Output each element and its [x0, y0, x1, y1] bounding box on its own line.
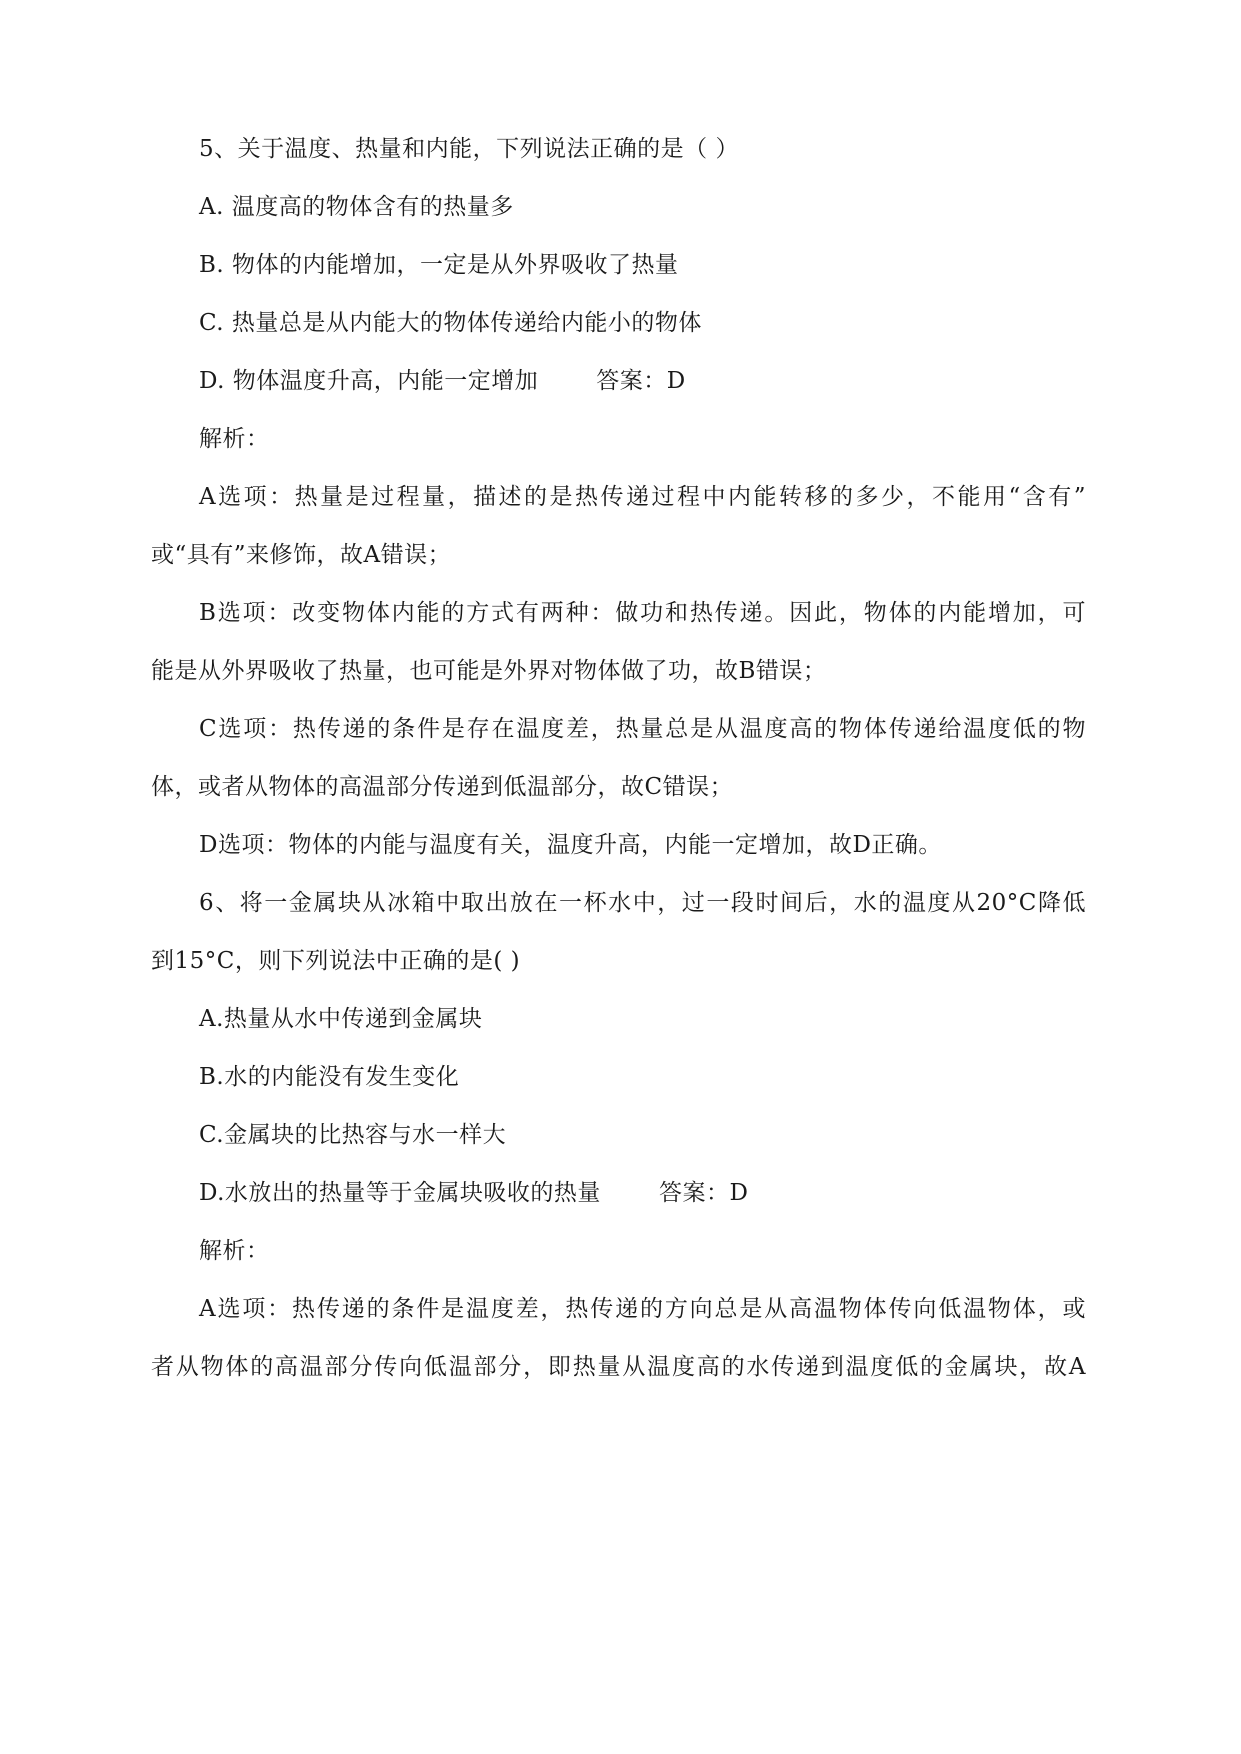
q5-option-d-row: [199, 366, 686, 396]
q5-analysis-a-line1: A选项：热量是过程量，描述的是热传递过程中内能转移的多少，不能用“含有”: [199, 484, 1086, 510]
q6-option-d: D.水放出的热量等于金属块吸收的热量: [199, 1180, 601, 1206]
q6-analysis-a-line2: 者从物体的高温部分传向低温部分，即热量从温度高的水传递到温度低的金属块，故A: [151, 1354, 1086, 1380]
q6-analysis-title: 解析：: [199, 1238, 270, 1264]
q6-stem-line2: 到15°C，则下列说法中正确的是( ): [151, 948, 521, 974]
q6-option-d-row: [199, 1178, 748, 1208]
q5-option-d: D. 物体温度升高，内能一定增加: [199, 368, 539, 394]
q6-option-c: C.金属块的比热容与水一样大: [199, 1122, 507, 1148]
q6-analysis-a-line1: A选项：热传递的条件是温度差，热传递的方向总是从高温物体传向低温物体，或: [199, 1296, 1086, 1322]
q5-option-b: B. 物体的内能增加，一定是从外界吸收了热量: [199, 252, 679, 278]
q5-analysis-c-line2: 体，或者从物体的高温部分传递到低温部分，故C错误；: [151, 774, 734, 800]
q5-analysis-title: 解析：: [199, 426, 270, 452]
q5-analysis-b-line2: 能是从外界吸收了热量，也可能是外界对物体做了功，故B错误；: [151, 658, 827, 684]
q5-option-c: C. 热量总是从内能大的物体传递给内能小的物体: [199, 310, 702, 336]
q5-analysis-c-line1: C选项：热传递的条件是存在温度差，热量总是从温度高的物体传递给温度低的物: [199, 716, 1086, 742]
q6-answer: 答案：D: [658, 1180, 749, 1206]
q6-option-b: B.水的内能没有发生变化: [199, 1064, 460, 1090]
q5-stem: 5、关于温度、热量和内能，下列说法正确的是（ ）: [199, 136, 739, 162]
q5-analysis-b-line1: B选项：改变物体内能的方式有两种：做功和热传递。因此，物体的内能增加，可: [199, 600, 1086, 626]
q5-answer: 答案：D: [596, 368, 686, 394]
q6-stem-line1: 6、将一金属块从冰箱中取出放在一杯水中，过一段时间后，水的温度从20°C降低: [199, 890, 1086, 916]
q5-option-a: A. 温度高的物体含有的热量多: [199, 194, 514, 220]
q6-option-a: A.热量从水中传递到金属块: [199, 1006, 483, 1032]
q5-analysis-a-line2: 或“具有”来修饰，故A错误；: [151, 542, 452, 568]
q5-analysis-d: D选项：物体的内能与温度有关，温度升高，内能一定增加，故D正确。: [199, 832, 942, 858]
